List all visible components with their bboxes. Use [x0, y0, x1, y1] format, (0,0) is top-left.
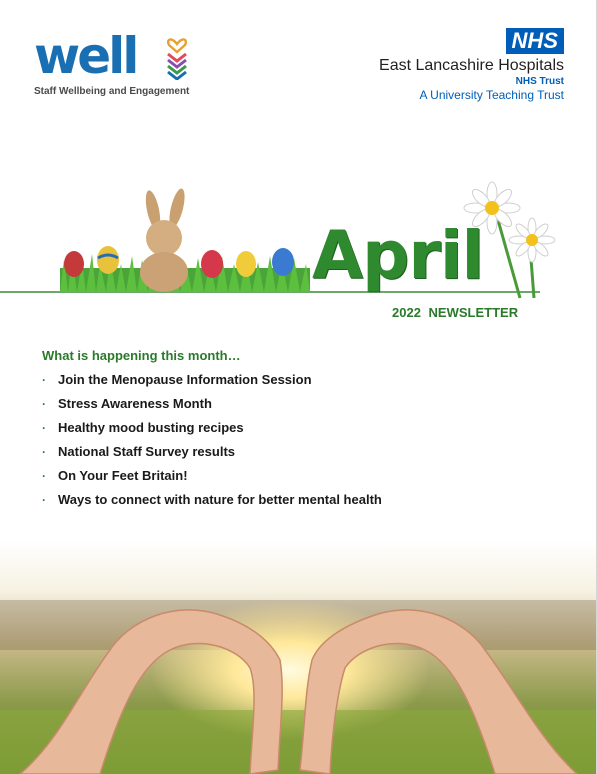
list-item [42, 490, 382, 514]
bullet-icon: · [42, 397, 46, 411]
list-item-label: Healthy mood busting recipes [58, 420, 244, 435]
list-item-label: National Staff Survey results [58, 444, 235, 459]
list-item [42, 442, 382, 466]
heart-hands-photo [0, 540, 597, 774]
month-title: April [312, 217, 484, 294]
heart-chevron-icon [166, 32, 188, 80]
organisation-name: East Lancashire Hospitals [379, 57, 564, 74]
easter-egg-yellow [97, 246, 119, 274]
list-item [42, 370, 382, 394]
list-item-label: On Your Feet Britain! [58, 468, 188, 483]
nhs-trust-logo [344, 28, 564, 103]
trust-label: NHS Trust [515, 76, 564, 87]
easter-egg-red [201, 250, 223, 278]
nhs-badge: NHS [506, 28, 564, 54]
easter-bunny [140, 187, 188, 292]
well-logo [34, 27, 204, 100]
newsletter-year: 2022 [392, 305, 421, 320]
university-label: A University Teaching Trust [419, 88, 564, 102]
list-item-label: Ways to connect with nature for better mental health [58, 492, 382, 507]
bullet-icon: · [42, 445, 46, 459]
newsletter-subtitle [392, 305, 518, 320]
newsletter-label: NEWSLETTER [428, 305, 519, 320]
list-item-label: Stress Awareness Month [58, 396, 212, 411]
list-item [42, 418, 382, 442]
bullet-icon: · [42, 493, 46, 507]
easter-egg-yellow [236, 251, 256, 277]
easter-egg-red [64, 251, 84, 277]
list-item [42, 466, 382, 490]
topic-list [42, 370, 382, 514]
section-heading: What is happening this month… [42, 348, 241, 363]
bullet-icon: · [42, 421, 46, 435]
bullet-icon: · [42, 469, 46, 483]
well-logo-word: well [34, 27, 137, 85]
heart-hands-illustration [0, 540, 597, 774]
easter-egg-blue [272, 248, 294, 276]
bullet-icon: · [42, 373, 46, 387]
logo-tagline: Staff Wellbeing and Engagement [34, 86, 190, 97]
list-item-label: Join the Menopause Information Session [58, 372, 312, 387]
list-item [42, 394, 382, 418]
